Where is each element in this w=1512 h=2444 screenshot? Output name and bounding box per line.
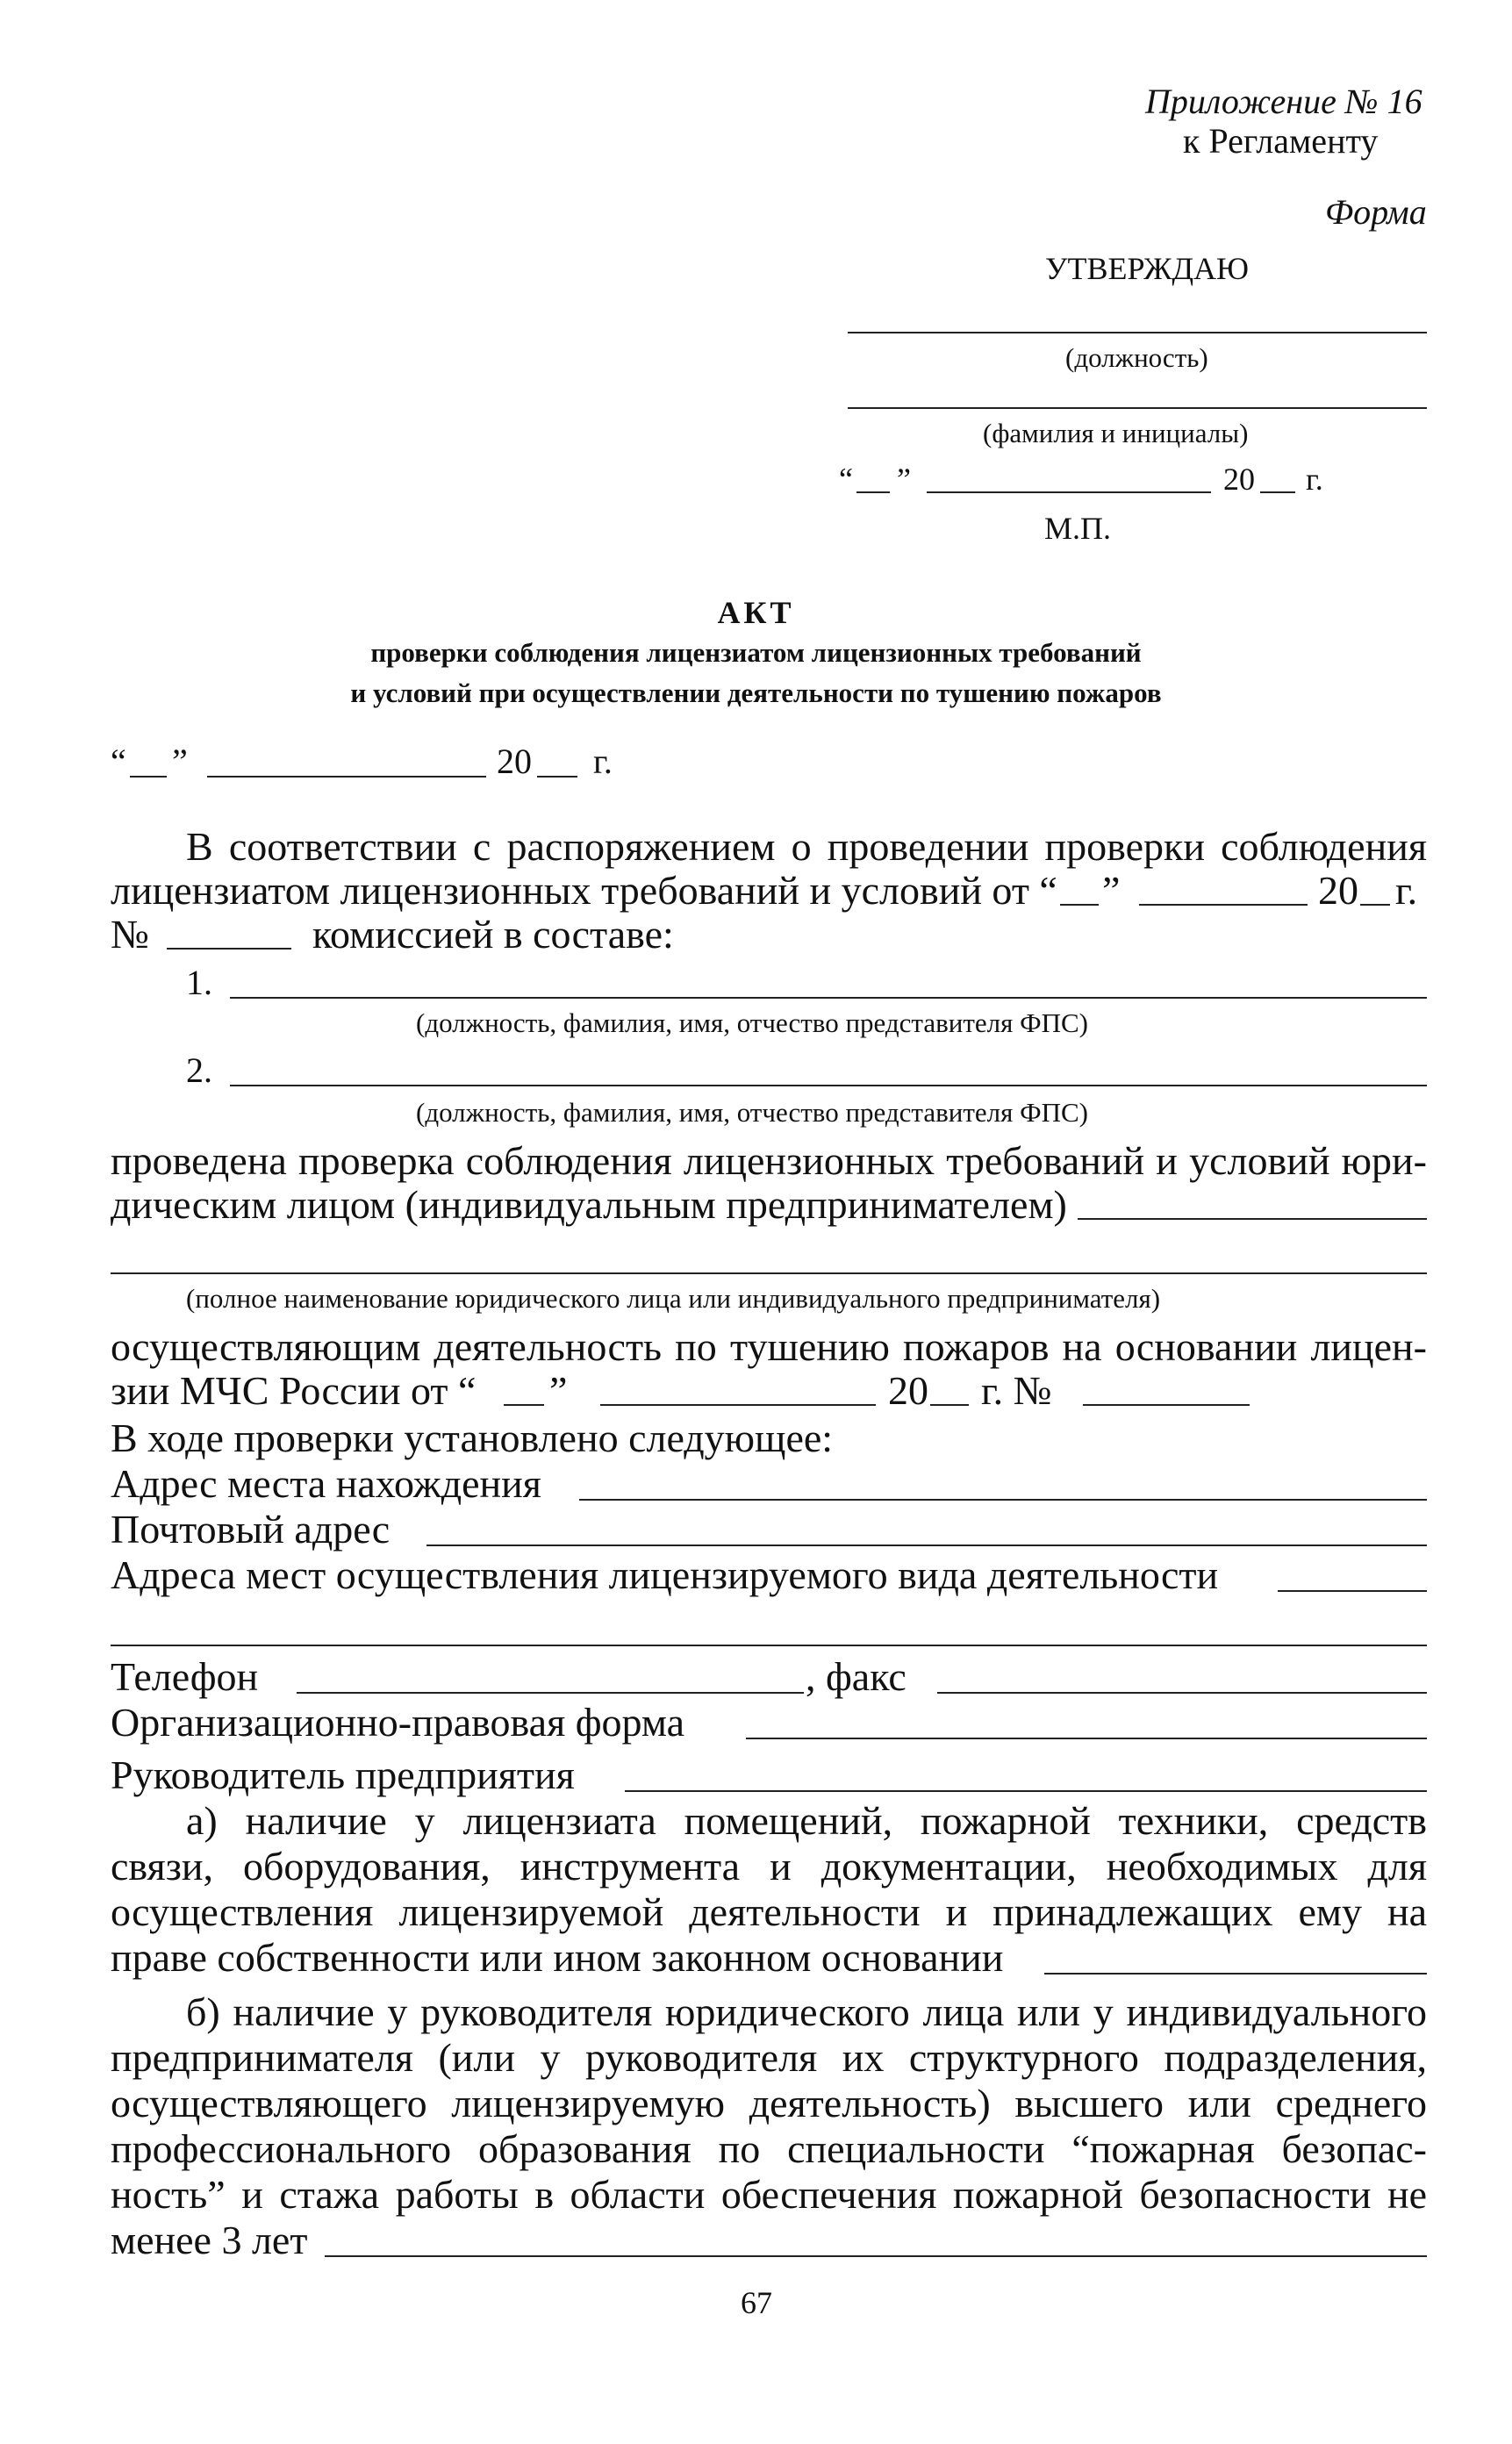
b-line2: предпринимателя (или у руководителя их структурного подразделения, [111,2035,1427,2080]
activity-addresses-line2 [111,1645,1427,1646]
member2-line [230,1085,1427,1086]
phone-line [297,1692,804,1694]
org-name-line1 [1078,1218,1427,1220]
approval-quote-close: ” [897,462,911,497]
p1-month-line [1139,904,1308,906]
p1-year: 20 [1318,868,1358,913]
p1-line2: лицензиатом лицензионных требований и условий от “ [111,868,1057,913]
license-month-line [600,1404,876,1406]
license-day-line [504,1404,544,1406]
license-year-suffix: г. № [981,1368,1052,1413]
date-quote-open: “ [111,742,126,781]
b-line6: менее 3 лет [111,2218,308,2262]
legal-form-label: Организационно-правовая форма [111,1700,685,1745]
license-year-line [930,1404,969,1406]
member1-caption: (должность, фамилия, имя, отчество представителя ФПС) [416,1007,1089,1038]
to-reglament: к Регламенту [1183,121,1379,161]
p1-year-suffix: г. [1395,868,1418,913]
approval-year-suffix: г. [1306,462,1323,497]
date-year-line [537,776,577,778]
b-line3: осуществляющего лицензируемую деятельность) высшего или среднего [111,2081,1427,2125]
p1-line1: В соответствии с распоряжением о проведении проверки соблюдения [186,824,1427,869]
p1-quote-close: ” [1102,868,1121,913]
a-fill-line [1044,1973,1427,1975]
document-title: АКТ [717,595,795,630]
document-subtitle-line2: и условий при осуществлении деятельности по тушению пожаров [350,677,1162,708]
date-year-suffix: г. [593,742,613,781]
p1-year-line [1360,904,1390,906]
director-label: Руководитель предприятия [111,1752,575,1797]
b-line5: ность” и стажа работы в области обеспечения пожарной безопасности не [111,2172,1427,2217]
activity-addresses-label: Адреса мест осуществления лицензируемого вида деятельности [111,1552,1219,1597]
document-subtitle-line1: проверки соблюдения лицензиатом лицензионных требований [370,637,1142,668]
license-year: 20 [888,1368,928,1413]
p1-commission: комиссией в составе: [312,912,674,957]
a-line3: осуществления лицензируемой деятельности и принадлежащих ему на [111,1889,1427,1934]
approval-month-line [927,491,1211,493]
b-line1: б) наличие у руководителя юридического лица или у индивидуального [186,1989,1427,2034]
org-caption: (полное наименование юридического лица или индивидуального предпринимателя) [186,1283,1161,1314]
b-line4: профессионального образования по специальности “пожарная безопас- [111,2126,1427,2171]
p3-line2: зии МЧС России от “ [111,1368,477,1413]
license-quote-close: ” [549,1368,568,1413]
fax-label: , факс [806,1654,906,1699]
member1-line [230,997,1427,999]
a-line2: связи, оборудования, инструмента и документации, необходимых для [111,1844,1427,1889]
approval-year-line [1260,491,1295,493]
p3-line1: осуществляющим деятельность по тушению пожаров на основании лицен- [111,1324,1427,1369]
fax-line [937,1692,1427,1694]
a-line1: а) наличие у лицензиата помещений, пожарной техники, средств [186,1798,1427,1843]
p2-line1: проведена проверка соблюдения лицензионных требований и условий юри- [111,1138,1427,1183]
license-number-line [1083,1404,1250,1406]
p2-line2: дическим лицом (индивидуальным предпринимателем) [111,1182,1067,1227]
name-line [848,407,1427,409]
position-caption: (должность) [1065,342,1208,373]
page-number: 67 [741,2285,772,2320]
member1-number: 1. [186,963,212,1002]
p1-day-line [1060,904,1099,906]
approval-quote-open: “ [839,462,853,497]
b-fill-line [325,2255,1427,2257]
p1-number-sign: № [111,912,149,957]
stamp-label: М.П. [1044,511,1112,546]
date-year: 20 [497,742,532,781]
approve-label: УТВЕРЖДАЮ [1045,251,1250,286]
position-line [848,332,1427,333]
address-location-line [579,1499,1427,1501]
postal-address-line [426,1545,1427,1546]
form-label: Форма [1325,192,1427,232]
phone-label: Телефон [111,1654,259,1699]
approval-day-line [856,491,890,493]
date-month-line [207,776,486,778]
member2-caption: (должность, фамилия, имя, отчество представителя ФПС) [416,1097,1089,1128]
date-quote-close: ” [172,742,188,781]
activity-addresses-line1 [1278,1590,1427,1592]
address-location-label: Адрес места нахождения [111,1461,541,1506]
legal-form-line [746,1738,1427,1739]
found-heading: В ходе проверки установлено следующее: [111,1416,834,1460]
name-caption: (фамилия и инициалы) [983,418,1249,448]
director-line [625,1790,1427,1792]
a-line4: праве собственности или ином законном основании [111,1935,1004,1980]
org-name-line2 [111,1272,1427,1274]
approval-year: 20 [1223,462,1255,497]
member2-number: 2. [186,1050,212,1090]
date-day-line [130,776,167,778]
p1-number-line [167,948,291,950]
postal-address-label: Почтовый адрес [111,1507,391,1552]
appendix-number: Приложение № 16 [1145,82,1422,121]
